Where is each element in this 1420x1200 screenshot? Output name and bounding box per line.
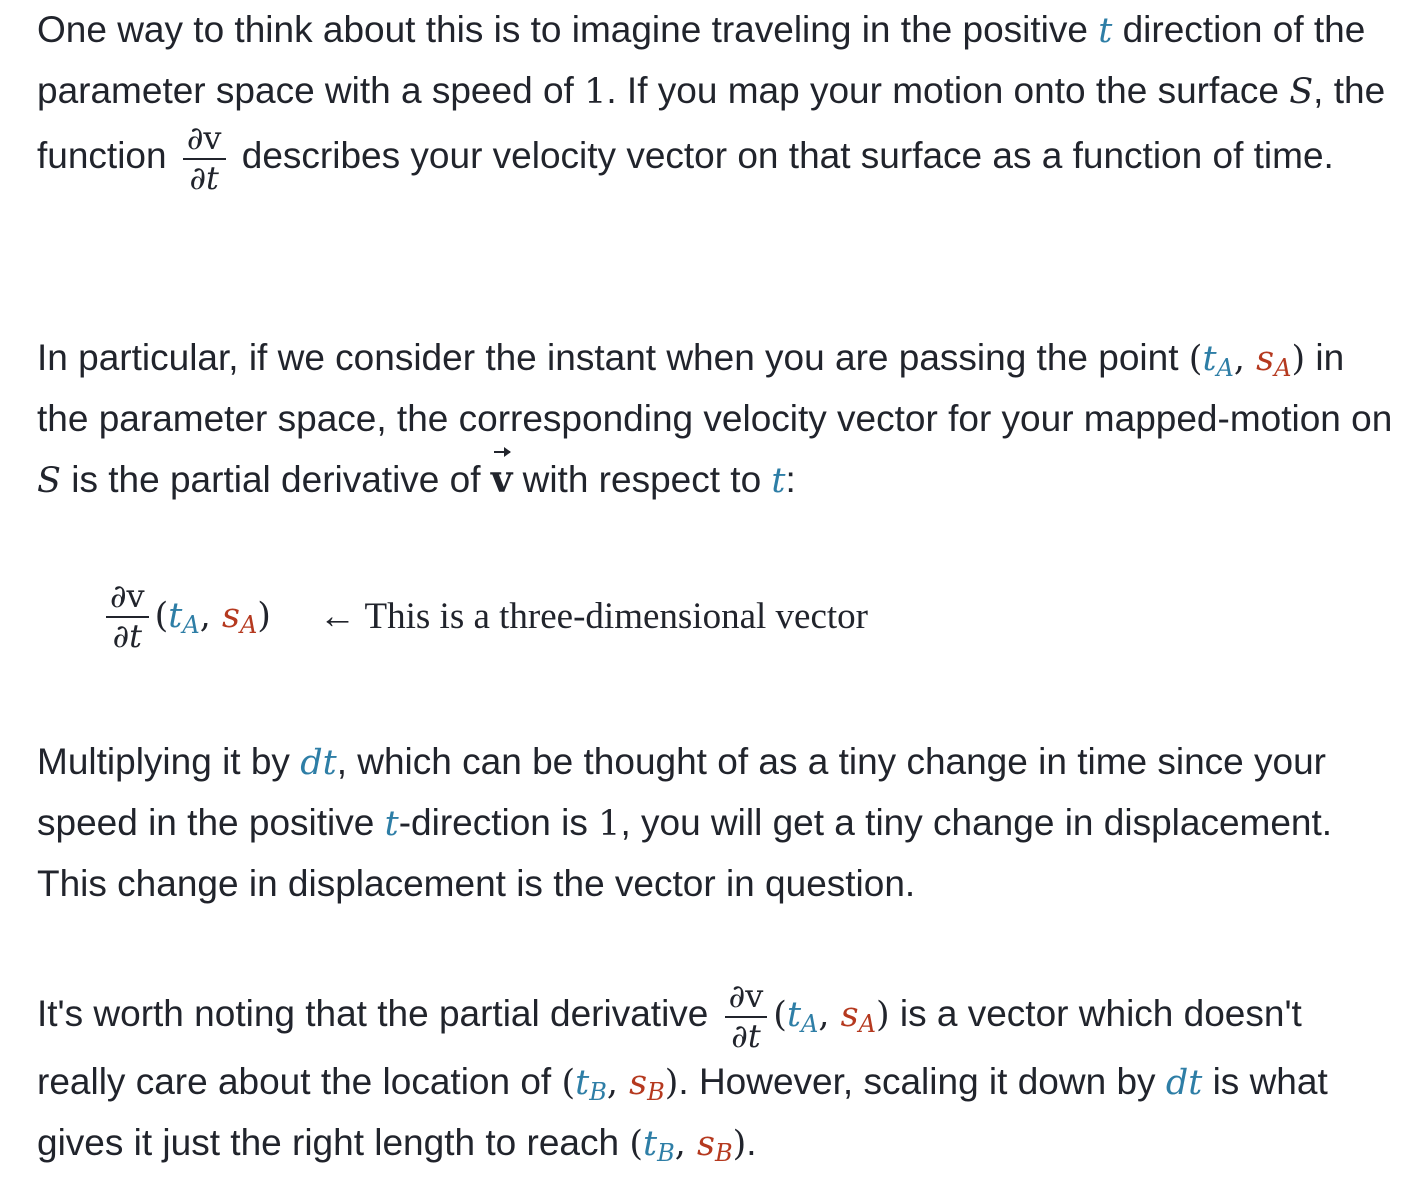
math-point-tA-sA: ($t_A$, $s_A$) (1188, 339, 1306, 382)
fraction-denominator (183, 159, 226, 197)
math-subscript: A (1274, 354, 1292, 382)
math-point-tB-sB: ($t_B$, $s_B$) (561, 1063, 679, 1106)
math-subscript: A (239, 611, 258, 639)
equation-annotation: ← This is a three-dimensional vector (318, 595, 868, 637)
partial-t-denominator: ∂t (112, 617, 143, 655)
math-t: t (168, 596, 183, 636)
text-segment: in the parameter space, the corresponding velocity vector for your mapped-motion on (37, 337, 1393, 439)
text-segment: describes your velocity vector on that surface as a function of time. (231, 134, 1334, 176)
fraction-numerator (106, 577, 149, 618)
math-number-one: 1 (598, 804, 621, 844)
text-segment: is a vector which doesn't really care about the location of (37, 992, 1302, 1102)
math-subscript: B (714, 1139, 733, 1167)
paragraph-instant-velocity (37, 328, 1397, 511)
text-segment: direction of the parameter space with a speed of (37, 9, 1366, 111)
partial-v-numerator: ∂v (186, 119, 222, 157)
math-t: t (786, 994, 802, 1035)
math-t: t (642, 1124, 658, 1164)
math-t: t (771, 461, 786, 501)
math-subscript: A (1216, 354, 1234, 382)
paragraph-multiply-dt (37, 732, 1397, 914)
math-subscript: B (657, 1139, 675, 1167)
math-subscript: B (589, 1078, 607, 1106)
paragraph-velocity-intro (37, 0, 1397, 197)
text-segment: Multiplying it by (37, 741, 301, 782)
text-segment: is the partial derivative of (60, 459, 491, 500)
math-t: t (384, 804, 399, 844)
math-s: s (840, 994, 859, 1035)
partial-v-numerator: ∂v (110, 577, 145, 615)
text-segment: is what gives it just the right length to reach (37, 1061, 1328, 1163)
fraction-denominator (725, 1017, 768, 1055)
text-segment: , which can be thought of as a tiny change in time since your speed in the positive (37, 741, 1327, 843)
text-segment: -direction is (398, 802, 599, 843)
partial-t-denominator: ∂t (189, 159, 219, 197)
math-s: s (221, 596, 240, 636)
partial-v-numerator: ∂v (728, 977, 764, 1015)
text-segment: : (785, 459, 796, 500)
math-subscript: A (858, 1009, 876, 1038)
math-subscript: A (801, 1009, 819, 1038)
text-segment: , the function (37, 70, 1386, 176)
math-s: s (1256, 339, 1275, 379)
math-dt: dt (300, 743, 337, 783)
text-segment: . If you map your motion onto the surface (606, 70, 1290, 111)
text-segment: with respect to (512, 459, 772, 500)
math-s: s (629, 1063, 648, 1103)
math-surface-S: S (37, 461, 61, 501)
text-segment: One way to think about this is to imagine traveling in the positive (37, 9, 1099, 50)
equation-arguments: ($t_A$, $s_A$) (154, 596, 271, 639)
math-subscript: A (182, 611, 200, 639)
fraction-numerator (183, 119, 226, 160)
fraction-denominator (106, 617, 149, 655)
math-subscript: B (647, 1078, 665, 1106)
text-segment: It's worth noting that the partial derivative (37, 992, 719, 1034)
math-surface-S: S (1289, 72, 1314, 112)
math-t: t (1202, 339, 1217, 379)
text-segment: . However, scaling it down by (678, 1061, 1166, 1102)
math-number-one: 1 (584, 72, 607, 112)
math-point-tB-sB: ($t_B$, $s_B$) (629, 1124, 747, 1167)
partial-derivative-fraction (183, 119, 226, 197)
math-t: t (1098, 11, 1113, 51)
paragraph-scaling-note (37, 977, 1397, 1174)
partial-derivative-fraction (725, 977, 768, 1055)
text-segment: . (746, 1122, 757, 1163)
math-dt: dt (1165, 1063, 1203, 1103)
fraction-numerator (725, 977, 768, 1018)
partial-derivative-fraction (106, 577, 149, 655)
text-segment: In particular, if we consider the instant when you are passing the point (37, 337, 1189, 378)
math-s: s (696, 1124, 715, 1164)
partial-t-denominator: ∂t (731, 1017, 761, 1055)
text-segment: , you will get a tiny change in displacement. This change in displacement is the vector in question. (37, 802, 1333, 904)
math-t: t (575, 1063, 590, 1103)
display-equation (100, 566, 868, 666)
vector-v-symbol: v (491, 449, 513, 509)
math-point-tA-sA: ($t_A$, $s_A$) (773, 994, 890, 1038)
